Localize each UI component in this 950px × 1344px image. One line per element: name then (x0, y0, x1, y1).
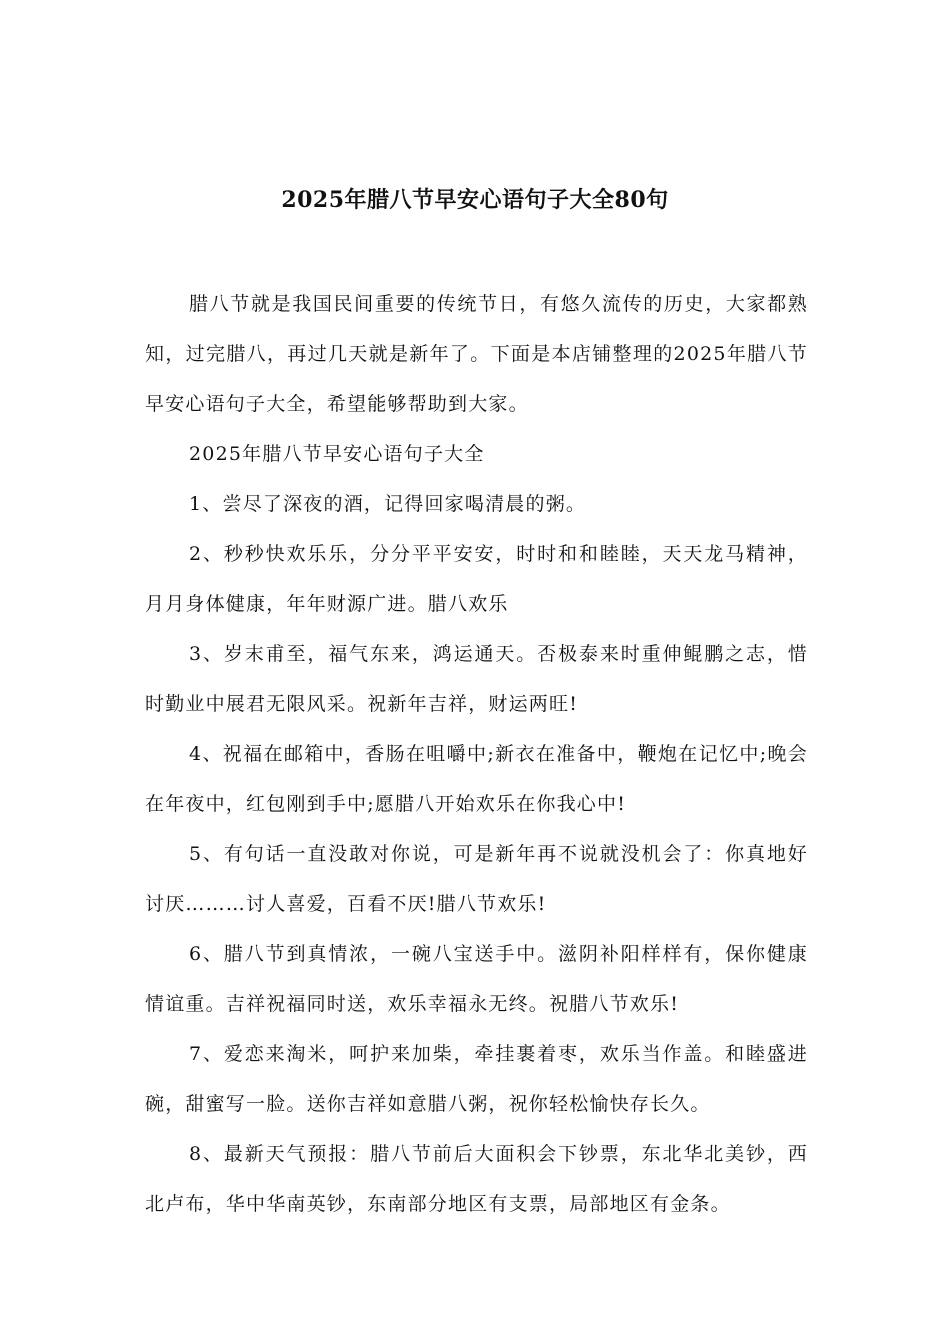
document-body (145, 279, 808, 1229)
list-item: 6、腊八节到真情浓，一碗八宝送手中。滋阴补阳样样有，保你健康情谊重。吉祥祝福同时送，欢乐幸福永无终。祝腊八节欢乐! (145, 943, 808, 1015)
list-item: 4、祝福在邮箱中，香肠在咀嚼中;新衣在准备中，鞭炮在记忆中;晚会在年夜中，红包刚到手中;愿腊八开始欢乐在你我心中! (145, 743, 808, 815)
list-item: 8、最新天气预报：腊八节前后大面积会下钞票，东北华北美钞，西北卢布，华中华南英钞，东南部分地区有支票，局部地区有金条。 (145, 1143, 808, 1215)
list-item: 1、尝尽了深夜的酒，记得回家喝清晨的粥。 (189, 493, 587, 515)
list-item: 7、爱恋来淘米，呵护来加柴，牵挂裹着枣，欢乐当作盖。和睦盛进碗，甜蜜写一脸。送你吉祥如意腊八粥，祝你轻松愉快存长久。 (145, 1043, 808, 1115)
list-item: 5、有句话一直没敢对你说，可是新年再不说就没机会了：你真地好讨厌………讨人喜爱，百看不厌!腊八节欢乐! (145, 843, 808, 915)
intro-paragraph: 腊八节就是我国民间重要的传统节日，有悠久流传的历史，大家都熟知，过完腊八，再过几天就是新年了。下面是本店铺整理的2025年腊八节早安心语句子大全，希望能够帮助到大家。 (145, 293, 808, 415)
section-heading: 2025年腊八节早安心语句子大全 (189, 443, 485, 465)
list-item: 3、岁末甫至，福气东来，鸿运通天。否极泰来时重伸鲲鹏之志，惜时勤业中展君无限风采。祝新年吉祥，财运两旺! (145, 643, 808, 715)
document-title: 2025年腊八节早安心语句子大全80句 (281, 187, 669, 213)
list-item: 2、秒秒快欢乐乐，分分平平安安，时时和和睦睦，天天龙马精神，月月身体健康，年年财源广进。腊八欢乐 (145, 543, 808, 615)
